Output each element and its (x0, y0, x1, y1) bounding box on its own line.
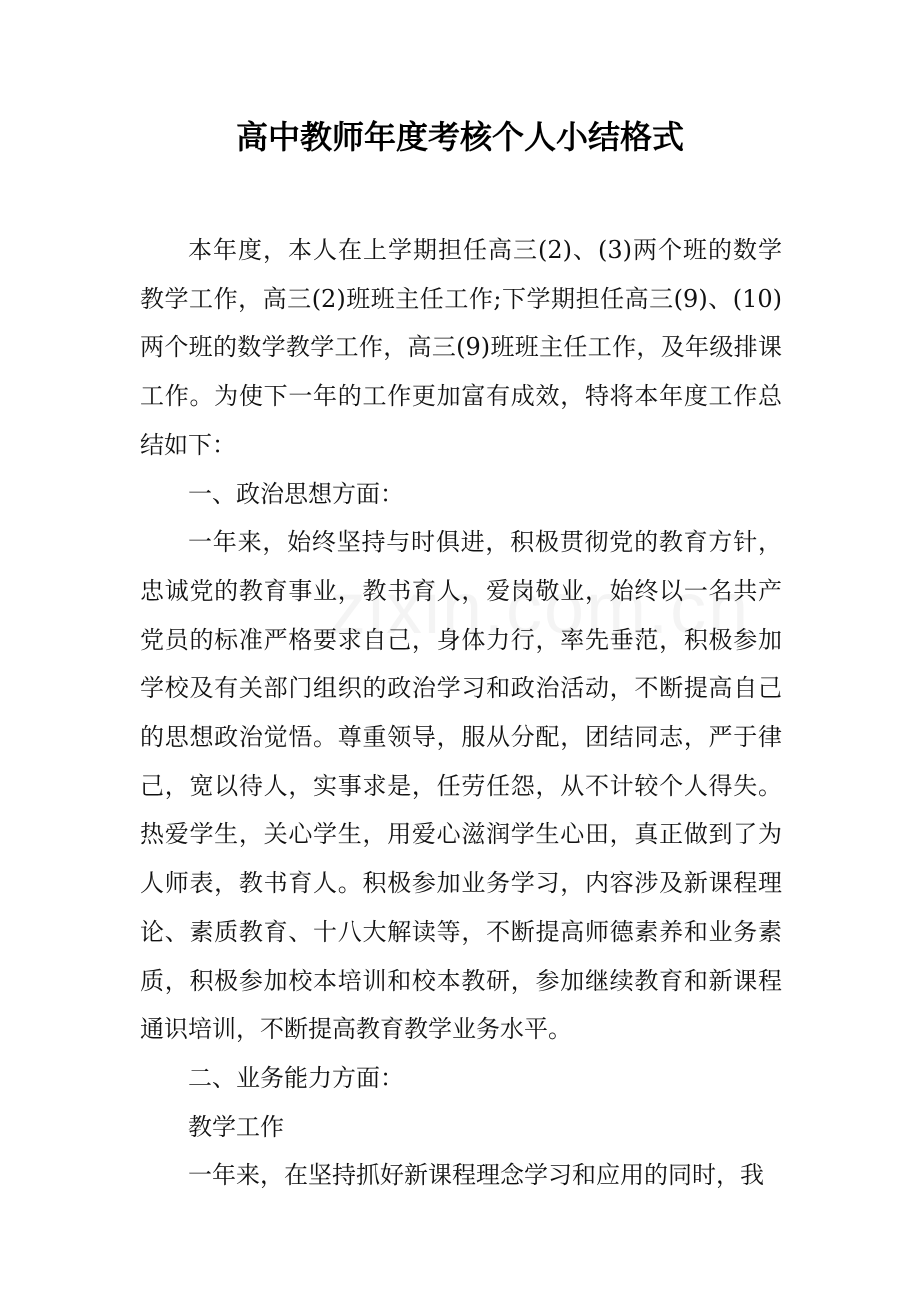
subheading-teaching: 教学工作 (188, 1112, 284, 1141)
section-heading-political: 一、政治思想方面： (188, 479, 404, 508)
section-heading-professional: 二、业务能力方面： (188, 1063, 404, 1092)
document-body (140, 226, 782, 1200)
paragraph-political: 一年来，始终坚持与时俱进，积极贯彻党的教育方针，忠诚党的教育事业，教书育人，爱岗敬业，始终以一名共产党员的标准严格要求自己，身体力行，率先垂范，积极参加学校及有关部门组织的政治学习和政治活动，不断提高自己的思想政治觉悟。尊重领导，服从分配，团结同志，严于律己，宽以待人，实事求是，任劳任怨，从不计较个人得失。热爱学生，关心学生，用爱心滋润学生心田，真正做到了为人师表，教书育人。积极参加业务学习，内容涉及新课程理论、素质教育、十八大解读等，不断提高师德素养和业务素质，积极参加校本培训和校本教研，参加继续教育和新课程通识培训，不断提高教育教学业务水平。 (140, 528, 782, 1044)
paragraph-intro: 本年度，本人在上学期担任高三(2)、(3)两个班的数学教学工作，高三(2)班班主任工作;下学期担任高三(9)、(10)两个班的数学教学工作，高三(9)班班主任工作，及年级排课工作。为使下一年的工作更加富有成效，特将本年度工作总结如下： (140, 236, 782, 459)
document-title: 高中教师年度考核个人小结格式 (235, 118, 684, 156)
paragraph-teaching: 一年来，在坚持抓好新课程理念学习和应用的同时，我 (188, 1161, 764, 1190)
